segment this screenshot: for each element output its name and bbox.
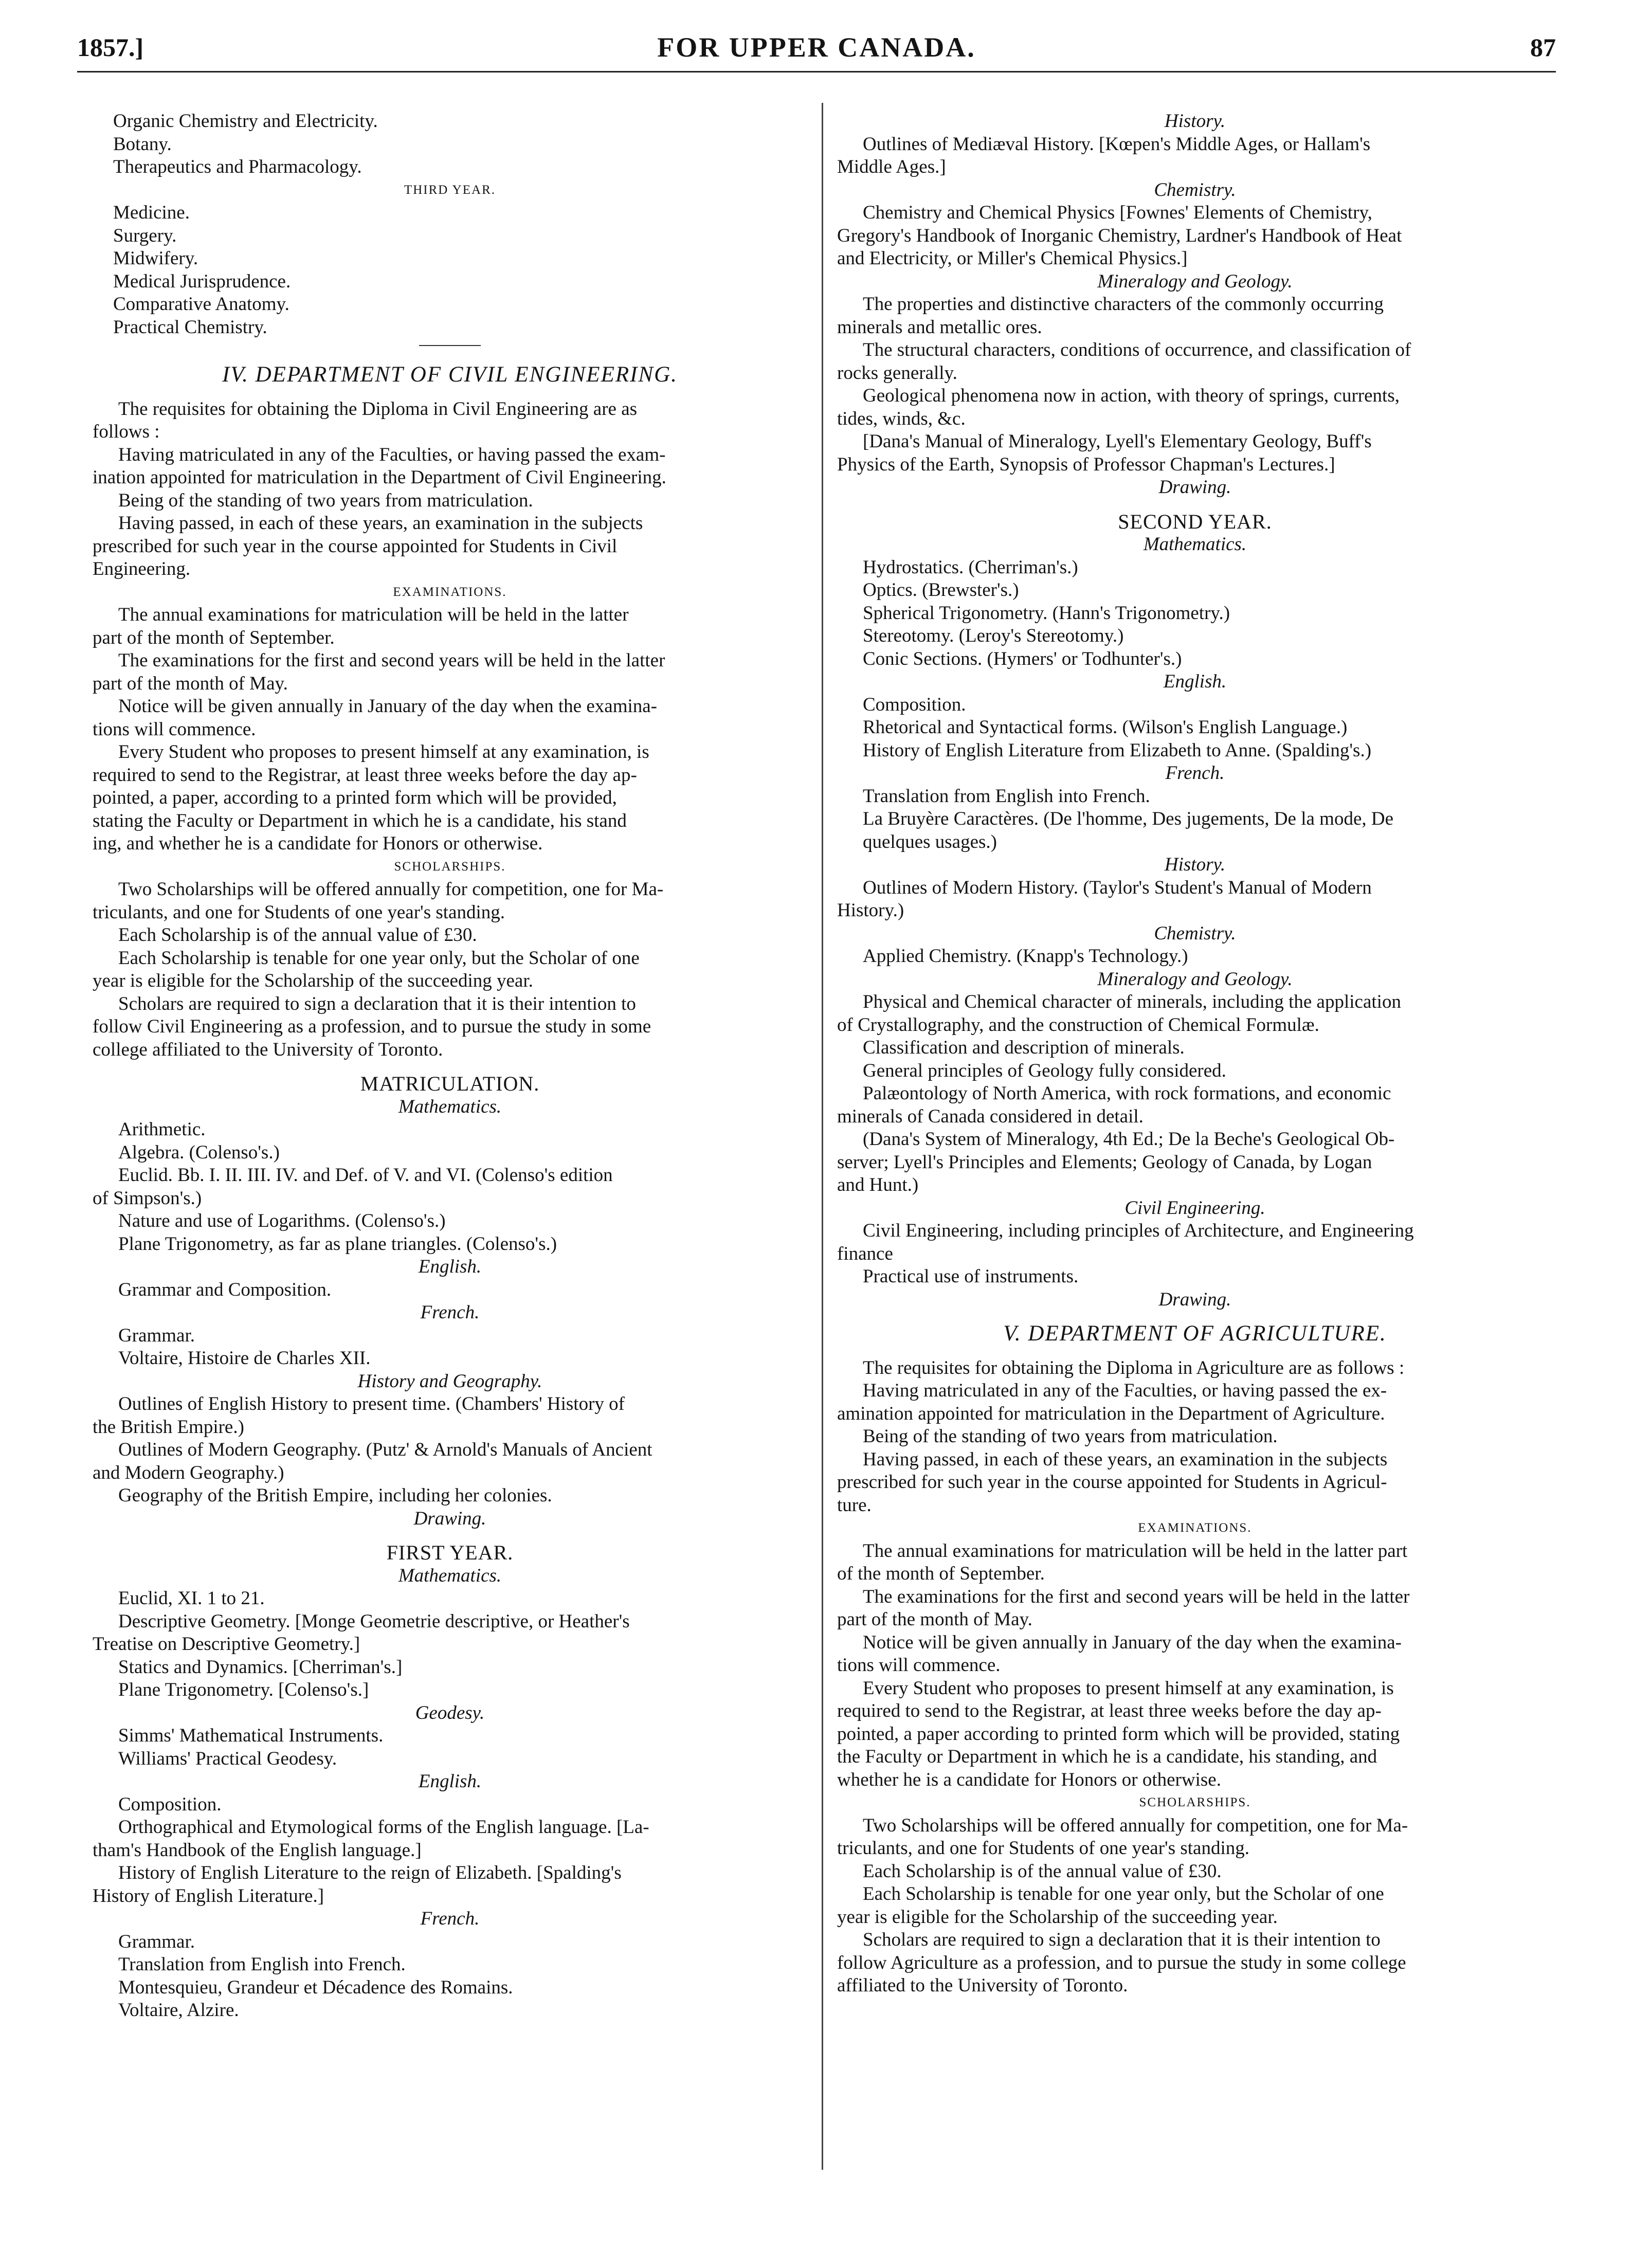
spacer	[93, 352, 807, 364]
text-line: Statics and Dynamics. [Cherriman's.]	[118, 1656, 403, 1678]
spacer	[93, 387, 807, 398]
page-number: 87	[1530, 33, 1556, 62]
text-line: Conic Sections. (Hymers' or Todhunter's.)	[863, 648, 1182, 669]
text-line: Comparative Anatomy.	[113, 294, 289, 315]
text-line: Euclid. Bb. I. II. III. IV. and Def. of V. and VI. (Colenso's edition	[118, 1165, 613, 1186]
year-heading: MATRICULATION.	[360, 1072, 540, 1095]
subject-heading: Drawing.	[1158, 477, 1231, 498]
text-line: Outlines of English History to present time. (Chambers' History of	[118, 1393, 625, 1414]
text-line: required to send to the Registrar, at least three weeks before the day ap-	[837, 1700, 1382, 1721]
text-line: General principles of Geology fully considered.	[863, 1060, 1226, 1081]
text-line: The requisites for obtaining the Diploma in Agriculture are as follows :	[863, 1357, 1405, 1378]
text-line: follow Civil Engineering as a profession, and to pursue the study in some	[93, 1016, 651, 1037]
text-line: Palæontology of North America, with rock formations, and economic	[863, 1083, 1391, 1104]
subject-heading: English.	[418, 1256, 482, 1277]
small-caps-heading: THIRD YEAR.	[404, 183, 496, 197]
text-line: Optics. (Brewster's.)	[863, 579, 1019, 601]
small-caps-heading: EXAMINATIONS.	[393, 585, 507, 599]
text-line: Being of the standing of two years from matriculation.	[118, 489, 533, 511]
text-line: and Electricity, or Miller's Chemical Physics.]	[837, 248, 1188, 269]
text-line: History of English Literature from Elizabeth to Anne. (Spalding's.)	[863, 739, 1372, 761]
text-line: Arithmetic.	[118, 1119, 206, 1140]
subject-heading: Chemistry.	[1154, 179, 1236, 201]
spacer	[93, 1530, 807, 1541]
text-line: Having passed, in each of these years, an examination in the subjects	[863, 1448, 1388, 1470]
subject-heading: Mineralogy and Geology.	[1097, 270, 1293, 292]
text-line: Notice will be given annually in January of the day when the examina-	[863, 1631, 1402, 1653]
text-line: Classification and description of minerals.	[863, 1037, 1185, 1058]
text-line: Medicine.	[113, 202, 190, 223]
text-line: Physics of the Earth, Synopsis of Professor Chapman's Lectures.]	[837, 453, 1335, 475]
small-caps-heading: EXAMINATIONS.	[1138, 1521, 1252, 1535]
text-line: (Dana's System of Mineralogy, 4th Ed.; De la Beche's Geological Ob-	[863, 1129, 1395, 1150]
text-line: Spherical Trigonometry. (Hann's Trigonometry.)	[863, 602, 1230, 624]
subject-heading: Civil Engineering.	[1124, 1197, 1265, 1219]
text-line: of the month of September.	[837, 1563, 1045, 1584]
text-line: La Bruyère Caractères. (De l'homme, Des jugements, De la mode, De	[863, 808, 1394, 829]
spacer	[837, 1311, 1553, 1322]
right-column	[837, 110, 1553, 1998]
text-line: Therapeutics and Pharmacology.	[113, 156, 362, 177]
text-line: tions will commence.	[93, 718, 256, 740]
text-line: Voltaire, Histoire de Charles XII.	[118, 1348, 371, 1369]
text-line: The annual examinations for matriculation will be held in the latter part	[863, 1540, 1408, 1562]
text-line: Stereotomy. (Leroy's Stereotomy.)	[863, 625, 1124, 646]
text-line: Translation from English into French.	[118, 1954, 406, 1975]
text-line: amination appointed for matriculation in the Department of Agriculture.	[837, 1403, 1385, 1424]
text-line: tions will commence.	[837, 1655, 1001, 1676]
text-line: Each Scholarship is of the annual value of £30.	[863, 1860, 1222, 1882]
text-line: Civil Engineering, including principles of Architecture, and Engineering	[863, 1220, 1414, 1241]
text-line: Translation from English into French.	[863, 785, 1150, 807]
text-line: follow Agriculture as a profession, and to pursue the study in some college	[837, 1952, 1406, 1973]
text-line: Gregory's Handbook of Inorganic Chemistry, Lardner's Handbook of Heat	[837, 225, 1402, 246]
text-line: and Hunt.)	[837, 1174, 919, 1195]
text-line: Grammar.	[118, 1324, 195, 1346]
text-line: rocks generally.	[837, 362, 957, 384]
text-line: ture.	[837, 1494, 872, 1516]
header-title: FOR UPPER CANADA.	[657, 32, 976, 63]
left-column	[93, 110, 807, 2022]
text-line: Williams' Practical Geodesy.	[118, 1748, 337, 1769]
text-line: minerals and metallic ores.	[837, 316, 1042, 338]
text-line: required to send to the Registrar, at least three weeks before the day ap-	[93, 764, 637, 786]
column-divider	[822, 103, 823, 2170]
text-line: Surgery.	[113, 225, 177, 246]
text-line: Hydrostatics. (Cherriman's.)	[863, 556, 1078, 578]
text-line: Every Student who proposes to present himself at any examination, is	[863, 1677, 1394, 1699]
text-line: Geological phenomena now in action, with theory of springs, currents,	[863, 385, 1400, 406]
text-line: Physical and Chemical character of minerals, including the application	[863, 991, 1401, 1012]
text-line: History.)	[837, 900, 904, 921]
text-line: the Faculty or Department in which he is a candidate, his standing, and	[837, 1746, 1377, 1767]
subject-heading: French.	[420, 1302, 480, 1323]
spacer	[93, 1061, 807, 1073]
text-line: Geography of the British Empire, including her colonies.	[118, 1485, 552, 1506]
text-line: Algebra. (Colenso's.)	[118, 1141, 280, 1163]
text-line: The properties and distinctive characters of the commonly occurring	[863, 294, 1384, 315]
text-line: History of English Literature.]	[93, 1885, 324, 1907]
text-line: affiliated to the University of Toronto.	[837, 1975, 1128, 1996]
text-line: Simms' Mathematical Instruments.	[118, 1725, 384, 1746]
text-line: and Modern Geography.)	[93, 1462, 284, 1483]
text-line: tides, winds, &c.	[837, 408, 966, 429]
text-line: The requisites for obtaining the Diploma in Civil Engineering are as	[118, 398, 638, 420]
text-line: Plane Trigonometry, as far as plane triangles. (Colenso's.)	[118, 1233, 557, 1255]
text-line: Two Scholarships will be offered annually for competition, one for Ma-	[863, 1815, 1408, 1836]
subject-heading: Mineralogy and Geology.	[1097, 968, 1293, 990]
subject-heading: Mathematics.	[398, 1096, 502, 1117]
text-line: Montesquieu, Grandeur et Décadence des Romains.	[118, 1976, 513, 1998]
subject-heading: Geodesy.	[415, 1702, 485, 1723]
text-line: Engineering.	[93, 558, 191, 579]
text-line: the British Empire.)	[93, 1416, 244, 1438]
text-line: [Dana's Manual of Mineralogy, Lyell's Elementary Geology, Buff's	[863, 431, 1372, 452]
text-line: Having passed, in each of these years, an examination in the subjects	[118, 513, 643, 534]
text-line: Grammar.	[118, 1931, 195, 1952]
subject-heading: History.	[1164, 111, 1226, 132]
text-line: Organic Chemistry and Electricity.	[113, 111, 378, 132]
text-line: part of the month of May.	[93, 673, 288, 694]
text-line: Euclid, XI. 1 to 21.	[118, 1588, 265, 1609]
spacer	[837, 499, 1553, 511]
text-line: Practical use of instruments.	[863, 1266, 1079, 1287]
text-line: History of English Literature to the reign of Elizabeth. [Spalding's	[118, 1862, 622, 1883]
subject-heading: English.	[1163, 671, 1227, 692]
year-heading: SECOND YEAR.	[1118, 510, 1272, 533]
subject-heading: English.	[418, 1771, 482, 1792]
subject-heading: Drawing.	[413, 1508, 486, 1529]
text-line: ing, and whether he is a candidate for Honors or otherwise.	[93, 833, 543, 854]
text-line: year is eligible for the Scholarship of the succeeding year.	[93, 970, 533, 991]
header-rule	[77, 71, 1556, 72]
spacer	[837, 1346, 1553, 1357]
text-line: Having matriculated in any of the Faculties, or having passed the exam-	[118, 444, 666, 465]
text-line: prescribed for such year in the course appointed for Students in Civil	[93, 535, 618, 557]
page-header	[77, 32, 1556, 63]
text-line: Two Scholarships will be offered annually for competition, one for Ma-	[118, 879, 664, 900]
text-line: pointed, a paper, according to a printed form which will be provided,	[93, 787, 617, 808]
text-line: Medical Jurisprudence.	[113, 270, 291, 292]
subject-heading: Mathematics.	[1143, 534, 1247, 555]
text-line: Each Scholarship is of the annual value of £30.	[118, 924, 477, 946]
small-caps-heading: SCHOLARSHIPS.	[1139, 1795, 1251, 1809]
text-line: stating the Faculty or Department in which he is a candidate, his stand	[93, 810, 627, 831]
text-line: Nature and use of Logarithms. (Colenso's.)	[118, 1210, 446, 1231]
subject-heading: History and Geography.	[357, 1370, 542, 1392]
text-line: Midwifery.	[113, 248, 198, 269]
text-line: Outlines of Modern History. (Taylor's Student's Manual of Modern	[863, 877, 1372, 898]
section-divider	[419, 345, 481, 346]
text-line: Middle Ages.]	[837, 156, 946, 177]
text-line: minerals of Canada considered in detail.	[837, 1105, 1144, 1127]
text-line: Grammar and Composition.	[118, 1279, 332, 1300]
text-line: Composition.	[863, 694, 966, 715]
text-line: Notice will be given annually in January of the day when the examina-	[118, 696, 657, 717]
text-line: triculants, and one for Students of one year's standing.	[93, 901, 505, 923]
text-line: Each Scholarship is tenable for one year only, but the Scholar of one	[863, 1883, 1384, 1904]
subject-heading: Chemistry.	[1154, 922, 1236, 944]
text-line: follows :	[93, 421, 160, 442]
text-line: The examinations for the first and second years will be held in the latter	[118, 650, 665, 671]
text-line: prescribed for such year in the course appointed for Students in Agricul-	[837, 1472, 1387, 1493]
text-line: Being of the standing of two years from matriculation.	[863, 1426, 1278, 1447]
text-line: Botany.	[113, 133, 172, 155]
text-line: triculants, and one for Students of one year's standing.	[837, 1838, 1249, 1859]
text-line: Plane Trigonometry. [Colenso's.]	[118, 1679, 369, 1700]
subject-heading: Mathematics.	[398, 1565, 502, 1586]
text-line: tham's Handbook of the English language.]	[93, 1839, 422, 1861]
text-line: Having matriculated in any of the Faculties, or having passed the ex-	[863, 1380, 1387, 1401]
text-line: server; Lyell's Principles and Elements; Geology of Canada, by Logan	[837, 1151, 1372, 1173]
small-caps-heading: SCHOLARSHIPS.	[394, 859, 506, 874]
text-line: part of the month of September.	[93, 627, 335, 648]
text-line: finance	[837, 1243, 893, 1264]
header-year: 1857.]	[77, 33, 144, 62]
text-line: quelques usages.)	[863, 831, 997, 852]
text-line: Voltaire, Alzire.	[118, 2000, 239, 2021]
text-line: Every Student who proposes to present himself at any examination, is	[118, 741, 649, 763]
text-line: pointed, a paper according to printed form which will be provided, stating	[837, 1723, 1400, 1745]
text-line: Practical Chemistry.	[113, 316, 267, 338]
text-line: college affiliated to the University of Toronto.	[93, 1039, 443, 1060]
text-line: Composition.	[118, 1793, 222, 1815]
text-line: The annual examinations for matriculation will be held in the latter	[118, 604, 629, 625]
subject-heading: Drawing.	[1158, 1289, 1231, 1310]
text-line: Applied Chemistry. (Knapp's Technology.)	[863, 946, 1188, 967]
year-heading: FIRST YEAR.	[386, 1541, 514, 1564]
section-heading: IV. DEPARTMENT OF CIVIL ENGINEERING.	[222, 362, 678, 387]
text-line: Scholars are required to sign a declaration that it is their intention to	[863, 1929, 1381, 1950]
text-line: whether he is a candidate for Honors or otherwise.	[837, 1769, 1221, 1790]
text-line: Treatise on Descriptive Geometry.]	[93, 1634, 360, 1655]
text-line: Each Scholarship is tenable for one year only, but the Scholar of one	[118, 947, 640, 969]
text-line: part of the month of May.	[837, 1609, 1032, 1630]
section-heading: V. DEPARTMENT OF AGRICULTURE.	[1003, 1321, 1387, 1346]
text-line: year is eligible for the Scholarship of the succeeding year.	[837, 1906, 1278, 1928]
text-line: of Crystallography, and the construction of Chemical Formulæ.	[837, 1014, 1319, 1036]
text-line: Chemistry and Chemical Physics [Fownes' Elements of Chemistry,	[863, 202, 1372, 223]
text-line: Scholars are required to sign a declaration that it is their intention to	[118, 993, 636, 1014]
text-line: Descriptive Geometry. [Monge Geometrie descriptive, or Heather's	[118, 1610, 630, 1632]
subject-heading: French.	[1165, 763, 1225, 784]
text-line: Outlines of Mediæval History. [Kœpen's Middle Ages, or Hallam's	[863, 133, 1371, 155]
text-line: Rhetorical and Syntactical forms. (Wilson's English Language.)	[863, 717, 1348, 738]
subject-heading: History.	[1164, 854, 1226, 875]
text-line: Outlines of Modern Geography. (Putz' & Arnold's Manuals of Ancient	[118, 1439, 652, 1460]
subject-heading: French.	[420, 1908, 480, 1929]
text-line: The examinations for the first and second years will be held in the latter	[863, 1586, 1410, 1607]
text-line: The structural characters, conditions of occurrence, and classification of	[863, 339, 1411, 360]
text-line: Orthographical and Etymological forms of the English language. [La-	[118, 1817, 649, 1838]
text-line: of Simpson's.)	[93, 1187, 202, 1209]
text-line: ination appointed for matriculation in the Department of Civil Engineering.	[93, 467, 666, 488]
